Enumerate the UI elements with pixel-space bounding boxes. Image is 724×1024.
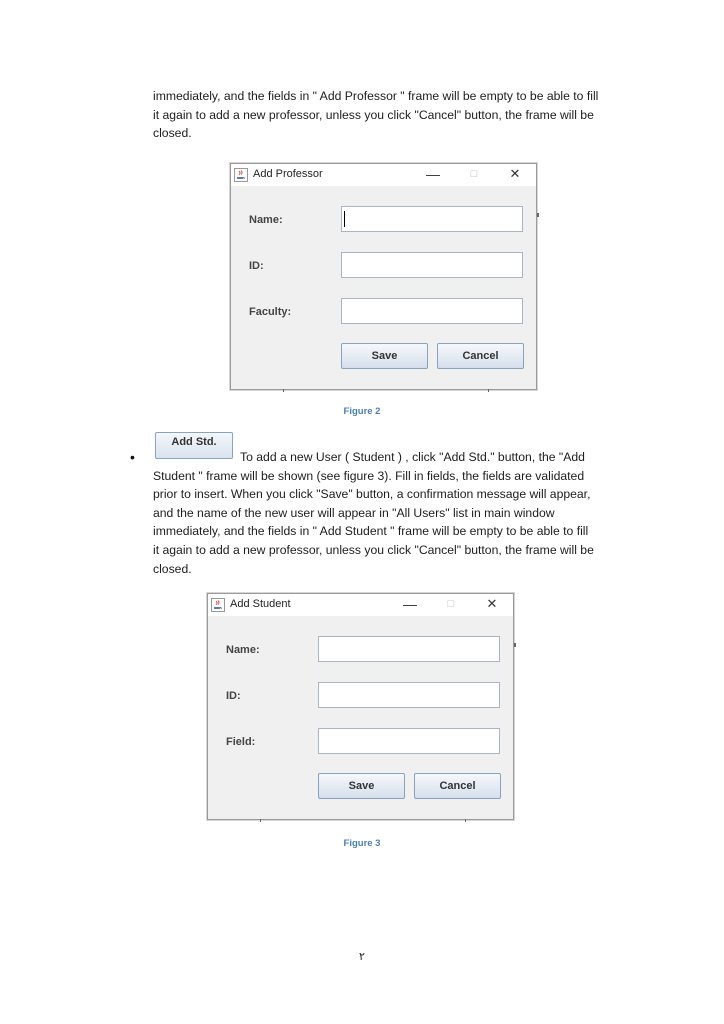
bullet: • — [130, 449, 135, 465]
maximize-icon[interactable]: □ — [470, 168, 478, 180]
add-professor-dialog — [230, 163, 537, 390]
window-title: Add Professor — [253, 168, 323, 180]
id-input[interactable] — [318, 682, 500, 708]
edge-artifact — [260, 819, 261, 822]
close-icon[interactable]: ✕ — [509, 166, 521, 181]
name-label: Name: — [249, 214, 283, 226]
paragraph-2 — [153, 448, 615, 578]
text-line: it again to add a new professor, unless you click "Cancel" button, the frame will be — [153, 107, 594, 122]
page-number: ٢ — [359, 951, 365, 963]
faculty-label: Faculty: — [249, 306, 292, 318]
java-cup-icon — [234, 168, 248, 182]
window-title: Add Student — [230, 598, 291, 610]
paragraph-1 — [153, 87, 615, 143]
text-line: and the name of the new user will appear in "All Users" list in main window — [153, 505, 555, 520]
java-cup-icon — [211, 598, 225, 612]
text-line: immediately, and the fields in " Add Student " frame will be empty to be able to fill — [153, 524, 589, 539]
close-icon[interactable]: ✕ — [486, 596, 498, 611]
minimize-icon[interactable]: — — [403, 596, 417, 612]
text-line: To add a new User ( Student ) , click "Add Std." button, the "Add — [240, 450, 585, 464]
field-label: Field: — [226, 736, 256, 748]
title-bar[interactable] — [208, 594, 513, 616]
text-line: closed. — [153, 561, 192, 576]
faculty-input[interactable] — [341, 298, 523, 324]
add-student-dialog — [207, 593, 514, 820]
save-button[interactable]: Save — [341, 343, 428, 369]
name-input[interactable] — [341, 206, 523, 232]
figure-3-caption: Figure 3 — [343, 838, 381, 849]
maximize-icon[interactable]: □ — [447, 598, 455, 610]
text-line: it again to add a new professor, unless you click "Cancel" button, the frame will be — [153, 542, 594, 557]
id-input[interactable] — [341, 252, 523, 278]
save-button[interactable]: Save — [318, 773, 405, 799]
edge-artifact — [537, 213, 539, 217]
name-label: Name: — [226, 644, 260, 656]
text-line: closed. — [153, 126, 192, 141]
cancel-button[interactable]: Cancel — [437, 343, 524, 369]
minimize-icon[interactable]: — — [426, 166, 440, 182]
id-label: ID: — [226, 690, 241, 702]
add-std-label: Add Std. — [171, 436, 217, 448]
text-line: prior to insert. When you click "Save" button, a confirmation message will appear, — [153, 487, 591, 502]
edge-artifact — [465, 819, 466, 822]
figure-2-caption: Figure 2 — [343, 406, 381, 417]
edge-artifact — [488, 389, 489, 392]
edge-artifact — [283, 389, 284, 392]
edge-artifact — [514, 643, 516, 647]
text-line: Student " frame will be shown (see figure 3). Fill in fields, the fields are validated — [153, 468, 585, 483]
title-bar[interactable] — [231, 164, 536, 186]
cancel-button[interactable]: Cancel — [414, 773, 501, 799]
name-input[interactable] — [318, 636, 500, 662]
text-line: immediately, and the fields in " Add Professor " frame will be empty to be able to fill — [153, 89, 599, 103]
field-input[interactable] — [318, 728, 500, 754]
id-label: ID: — [249, 260, 264, 272]
